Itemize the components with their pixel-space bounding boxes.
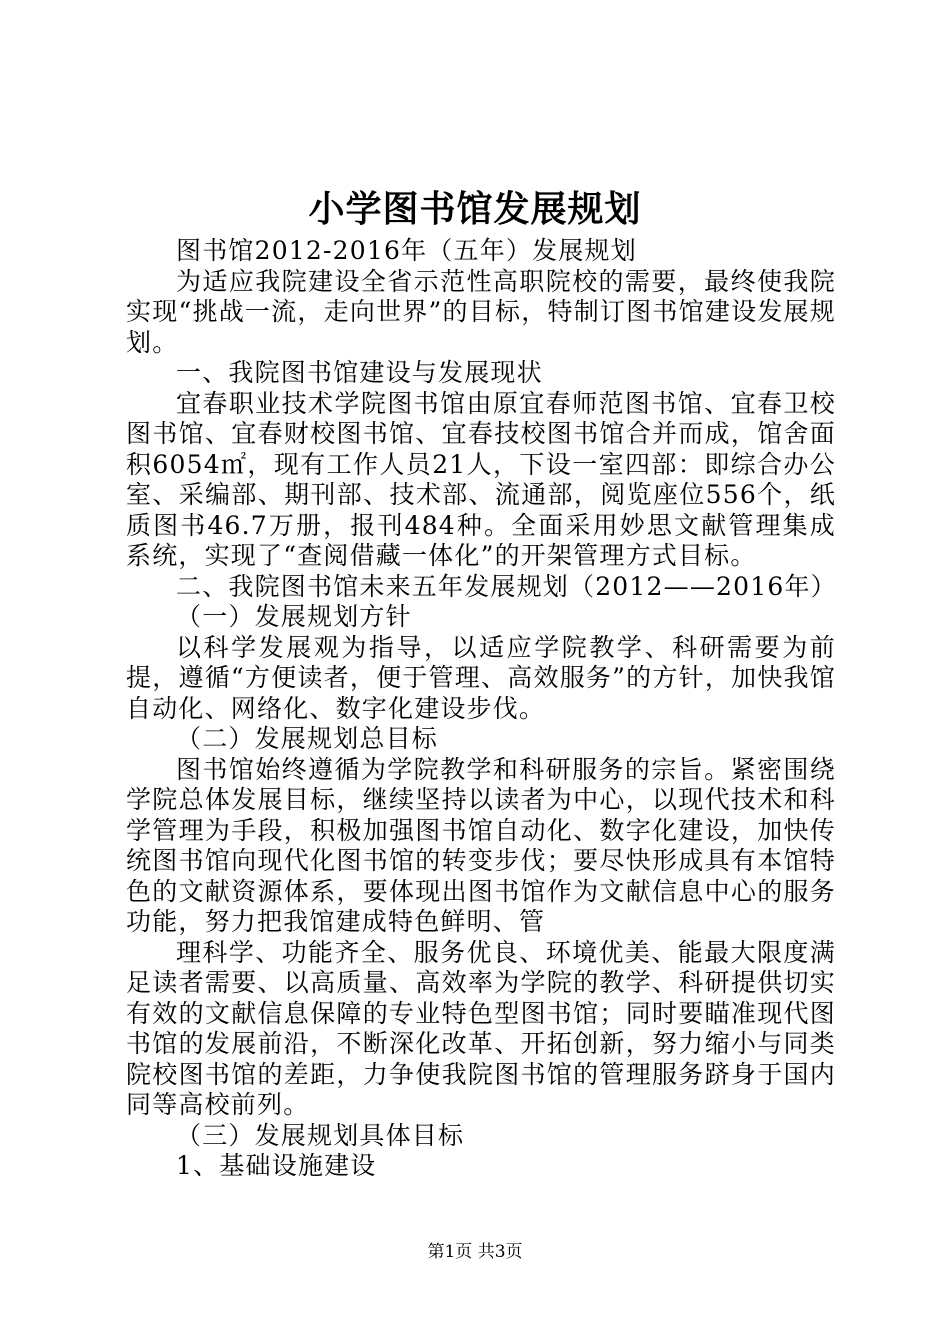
- document-body: [126, 236, 836, 1182]
- item-heading-1: 1、基础设施建设: [176, 1151, 377, 1180]
- section-heading-1: 一、我院图书馆建设与发展现状: [176, 358, 543, 387]
- section-heading-2: 二、我院图书馆未来五年发展规划（2012——2016年）: [176, 571, 837, 601]
- paragraph-plan-period: 图书馆2012-2016年（五年）发展规划: [176, 236, 637, 265]
- paragraph-overall-goal: 图书馆始终遵循为学院教学和科研服务的宗旨。紧密围绕学院总体发展目标，继续坚持以读者为中心，以现代技术和科学管理为手段，积极加强图书馆自动化、数字化建设，加快传统图书馆向现代化图书馆的转变步伐；要尽快形成具有本馆特色的文献资源体系，要体现出图书馆作为文献信息中心的服务功能，努力把我馆建成特色鲜明、管: [126, 754, 836, 936]
- paragraph-guideline: 以科学发展观为指导，以适应学院教学、科研需要为前提，遵循“方便读者，便于管理、高效服务”的方针，加快我馆自动化、网络化、数字化建设步伐。: [126, 632, 836, 723]
- paragraph-overall-goal-continued: 理科学、功能齐全、服务优良、环境优美、能最大限度满足读者需要、以高质量、高效率为学院的教学、科研提供切实有效的文献信息保障的专业特色型图书馆；同时要瞄准现代图书馆的发展前沿，不断深化改革、开拓创新，努力缩小与同类院校图书馆的差距，力争使我院图书馆的管理服务跻身于国内同等高校前列。: [126, 937, 836, 1119]
- document-title: 小学图书馆发展规划: [308, 188, 642, 230]
- page-number-footer: 第1页 共3页: [427, 1242, 523, 1262]
- subsection-heading-1: （一）发展规划方针: [176, 602, 412, 631]
- paragraph-introduction: 为适应我院建设全省示范性高职院校的需要，最终使我院实现“挑战一流，走向世界”的目标，特制订图书馆建设发展规划。: [126, 266, 836, 357]
- subsection-heading-2: （二）发展规划总目标: [176, 724, 439, 753]
- paragraph-status: 宜春职业技术学院图书馆由原宜春师范图书馆、宜春卫校图书馆、宜春财校图书馆、宜春技校图书馆合并而成，馆舍面积6054㎡，现有工作人员21人，下设一室四部：即综合办公室、采编部、期刊部、技术部、流通部，阅览座位556个，纸质图书46.7万册，报刊484种。全面采用妙思文献管理集成系统，实现了“查阅借藏一体化”的开架管理方式目标。: [126, 388, 836, 570]
- subsection-heading-3: （三）发展规划具体目标: [176, 1120, 465, 1150]
